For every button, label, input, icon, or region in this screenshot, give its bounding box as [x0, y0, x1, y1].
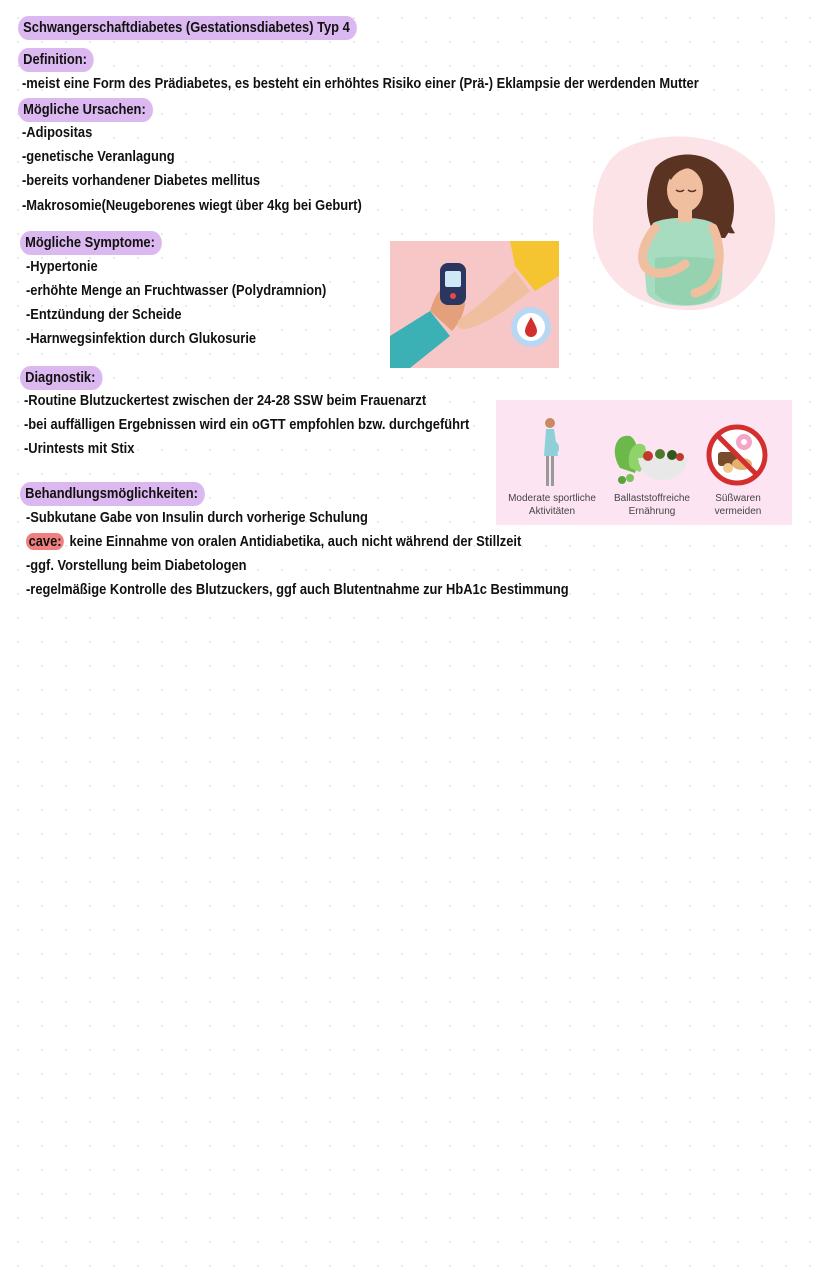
diagnostic-item: -Urintests mit Stix [24, 440, 135, 457]
cave-text: keine Einnahme von oralen Antidiabetika, auch nicht während der Stillzeit [65, 533, 522, 550]
lifestyle-infographic [496, 400, 792, 525]
definition-heading: Definition: [18, 48, 94, 72]
glucose-meter-illustration [390, 241, 559, 368]
treatment-item: -regelmäßige Kontrolle des Blutzuckers, ggf auch Blutentnahme zur HbA1c Bestimmung [26, 581, 569, 598]
cave-badge: cave: [26, 533, 64, 550]
symptom-item: -erhöhte Menge an Fruchtwasser (Polydramnion) [26, 282, 327, 299]
diagnostics-heading: Diagnostik: [20, 366, 102, 390]
caption-nutrition: Ballaststoffreiche Ernährung [614, 493, 690, 517]
cause-item: -Adipositas [22, 124, 93, 141]
no-sweets-icon [704, 422, 770, 488]
symptom-item: -Hypertonie [26, 258, 98, 275]
cause-item: -genetische Veranlagung [22, 148, 175, 165]
diagnostic-item: -Routine Blutzuckertest zwischen der 24-28 SSW beim Frauenarzt [24, 392, 427, 409]
symptoms-heading: Mögliche Symptome: [20, 231, 162, 255]
pregnant-walking-icon [538, 416, 562, 491]
cause-item: -Makrosomie(Neugeborenes wiegt über 4kg bei Geburt) [22, 197, 362, 214]
caption-sport: Moderate sportliche Aktivitäten [508, 493, 596, 517]
caption-sweets: Süßwaren vermeiden [714, 493, 762, 517]
cause-item: -bereits vorhandener Diabetes mellitus [22, 172, 261, 189]
treatment-item: -Subkutane Gabe von Insulin durch vorherige Schulung [26, 509, 368, 526]
treatment-cave-line [26, 532, 521, 552]
symptom-item: -Harnwegsinfektion durch Glukosurie [26, 330, 257, 347]
definition-text: -meist eine Form des Prädiabetes, es besteht ein erhöhtes Risiko einer (Prä-) Eklampsie der werdenden Mutter [22, 75, 699, 92]
diagnostic-item: -bei auffälligen Ergebnissen wird ein oGTT empfohlen bzw. durchgeführt [24, 416, 470, 433]
salad-bowl-icon [610, 428, 690, 486]
pregnant-woman-illustration [585, 128, 780, 318]
treatment-heading: Behandlungsmöglichkeiten: [20, 482, 205, 506]
causes-heading: Mögliche Ursachen: [18, 98, 153, 122]
treatment-item: -ggf. Vorstellung beim Diabetologen [26, 557, 247, 574]
page-title: Schwangerschaftdiabetes (Gestationsdiabetes) Typ 4 [18, 16, 357, 40]
symptom-item: -Entzündung der Scheide [26, 306, 182, 323]
